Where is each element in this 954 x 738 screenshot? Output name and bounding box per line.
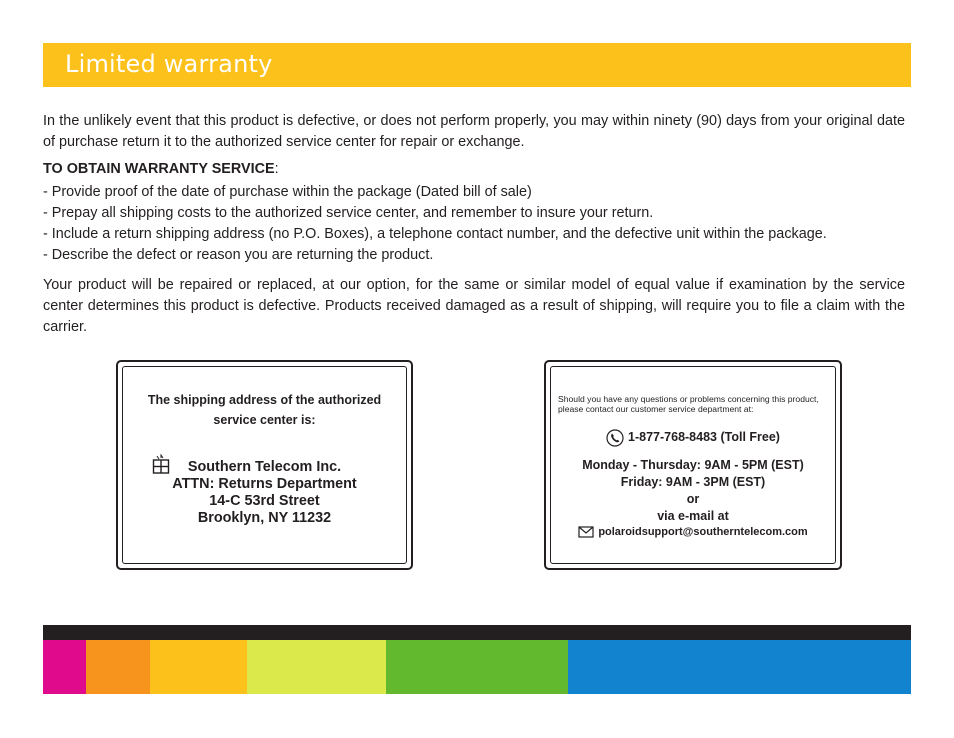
footer-color-block [150, 640, 247, 694]
list-item: - Include a return shipping address (no P.O. Boxes), a telephone contact number, and the defective unit within the package. [43, 226, 827, 242]
footer-color-block [568, 640, 911, 694]
address-line: Brooklyn, NY 11232 [197, 510, 332, 526]
page-title: Limited warranty [65, 50, 273, 78]
list-item: - Describe the defect or reason you are returning the product. [43, 247, 434, 263]
phone-number: 1-877-768-8483 (Toll Free) [628, 430, 780, 444]
hours-line: Friday: 9AM - 3PM (EST) [620, 475, 766, 489]
shipping-heading-line1: The shipping address of the authorized [147, 393, 382, 407]
email-row [546, 525, 840, 539]
list-item: - Provide proof of the date of purchase within the package (Dated bill of sale) [43, 184, 532, 200]
footer-dark-band [43, 625, 911, 640]
hours-line: or [686, 492, 700, 506]
hours-line: Monday - Thursday: 9AM - 5PM (EST) [582, 458, 804, 472]
warranty-service-heading-text: TO OBTAIN WARRANTY SERVICE [43, 161, 275, 177]
heading-colon: : [274, 161, 279, 177]
footer-color-block [86, 640, 150, 694]
contact-intro-text: Should you have any questions or problems concerning this product, please contact our customer service department at: [558, 394, 819, 414]
envelope-icon [578, 526, 594, 538]
hours-line: via e-mail at [657, 509, 729, 523]
repair-paragraph: Your product will be repaired or replaced, at our option, for the same or similar model of equal value if examination by the service center determines this product is defective. Products received damaged as a result of shipping, will require you to file a claim with the carrier. [43, 277, 905, 335]
shipping-address-heading [118, 390, 411, 430]
customer-service-box [544, 360, 842, 570]
address-line: 14-C 53rd Street [209, 493, 320, 509]
support-email: polaroidsupport@southerntelecom.com [598, 526, 808, 538]
title-bar [43, 43, 911, 87]
intro-paragraph: In the unlikely event that this product is defective, or does not perform properly, you may within ninety (90) days from your original date of purchase return it to the authorized service center for repair or exchange. [43, 113, 905, 150]
address-line: ATTN: Returns Department [172, 476, 357, 492]
footer-color-block [386, 640, 568, 694]
phone-row [546, 428, 840, 447]
footer-color-strip [43, 640, 911, 694]
footer-color-block [43, 640, 86, 694]
shipping-address-box [116, 360, 413, 570]
list-item: - Prepay all shipping costs to the authorized service center, and remember to insure your return. [43, 205, 654, 221]
service-hours [546, 457, 840, 525]
footer-color-block [247, 640, 386, 694]
phone-icon [606, 429, 624, 447]
address-line: Southern Telecom Inc. [187, 459, 342, 475]
shipping-heading-line2: service center is: [213, 413, 316, 427]
service-center-address [118, 459, 411, 527]
warranty-service-heading [43, 161, 279, 177]
warranty-steps-list [43, 182, 913, 266]
